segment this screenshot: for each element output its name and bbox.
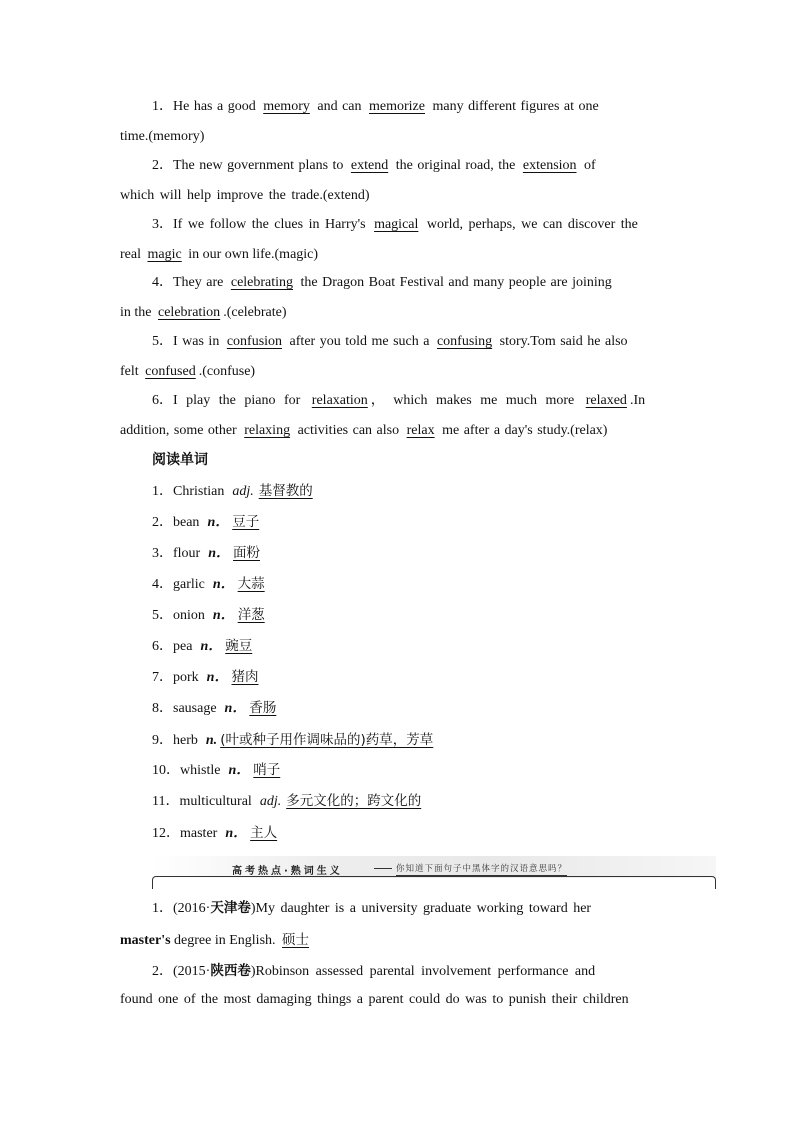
vocab-item <box>152 823 280 844</box>
item-number: 3． <box>152 217 173 232</box>
part-of-speech: n． <box>228 763 251 778</box>
vocab-meaning: 基督教的 <box>258 483 313 499</box>
sentence-text: of <box>579 158 596 173</box>
vocab-word: sausage <box>173 701 217 716</box>
answer-blank: relaxation <box>311 393 368 408</box>
vocab-item <box>152 791 424 812</box>
part-of-speech: n． <box>207 515 230 530</box>
sentence-text: after you told me such a <box>285 334 434 349</box>
item-number: 1． <box>152 99 173 114</box>
part-of-speech: n． <box>212 608 235 623</box>
sentence-text: addition, some other <box>120 423 242 438</box>
answer-blank: magic <box>147 247 182 262</box>
source-year: (2015· <box>173 964 211 979</box>
item-number: 7． <box>152 670 173 685</box>
exercise-4 <box>152 273 612 293</box>
item-number: 11． <box>152 794 180 809</box>
sentence-text: in our own life.(magic) <box>184 247 319 262</box>
answer-blank: relaxing <box>244 423 291 438</box>
item-number: 4． <box>152 275 173 290</box>
sentence-text: activities can also <box>293 423 404 438</box>
item-number: 2． <box>152 515 173 530</box>
sentence-text: .(confuse) <box>198 364 256 379</box>
sentence-text: in the <box>120 305 155 320</box>
answer-blank: extend <box>350 158 389 173</box>
part-of-speech: adj. <box>232 484 254 499</box>
item-number: 1． <box>152 484 173 499</box>
answer-blank: celebration <box>158 305 221 320</box>
sentence-text: He has a good <box>173 99 261 114</box>
vocab-meaning: (叶或种子用作调味品的)药草，芳草 <box>220 732 434 748</box>
sentence-text: .In <box>629 393 646 408</box>
exercise-5-cont <box>120 362 255 382</box>
part-of-speech: adj. <box>259 794 282 809</box>
answer-blank: relax <box>406 423 435 438</box>
sentence-text: ， which makes me much more <box>370 393 583 408</box>
part-of-speech: n． <box>200 639 223 654</box>
banner-frame <box>152 876 716 889</box>
vocab-word: whistle <box>180 763 221 778</box>
item-number: 1． <box>152 901 173 916</box>
item-number: 2． <box>152 964 173 979</box>
sentence-text: I was in <box>173 334 224 349</box>
answer-blank: 硕士 <box>282 932 310 948</box>
vocab-word: master <box>180 826 218 841</box>
exam-item-1 <box>152 898 591 919</box>
vocab-meaning: 洋葱 <box>237 607 265 623</box>
sentence-text: many different figures at one <box>428 99 599 114</box>
answer-blank: confusing <box>436 334 493 349</box>
sentence-text: )My daughter is a university graduate working toward her <box>250 901 592 916</box>
sentence-text: They are <box>173 275 228 290</box>
vocab-meaning: 主人 <box>250 825 278 841</box>
exercise-6-cont <box>120 421 607 441</box>
sentence-text: I play the piano for <box>173 393 309 408</box>
exercise-5 <box>152 332 628 352</box>
sentence-text: The new government plans to <box>173 158 348 173</box>
vocab-item <box>152 574 268 595</box>
exercise-2 <box>152 156 596 176</box>
vocab-meaning: 面粉 <box>233 545 261 561</box>
vocab-word: multicultural <box>179 794 252 809</box>
source-paper: 陕西卷 <box>210 963 251 979</box>
item-number: 6． <box>152 639 173 654</box>
vocab-item <box>152 760 283 781</box>
sentence-text: real <box>120 247 145 262</box>
item-number: 2． <box>152 158 173 173</box>
answer-blank: extension <box>522 158 577 173</box>
exam-item-1-cont <box>120 930 312 951</box>
part-of-speech: n． <box>225 826 248 841</box>
vocab-word: pea <box>173 639 193 654</box>
answer-blank: memory <box>263 99 310 114</box>
item-number: 3． <box>152 546 173 561</box>
bold-word: master's <box>120 933 171 948</box>
sentence-text: story.Tom said he also <box>495 334 628 349</box>
vocab-item <box>152 512 262 533</box>
exercise-3 <box>152 215 638 235</box>
sentence-text: world, perhaps, we can discover the <box>421 217 638 232</box>
vocab-meaning: 多元文化的；跨文化的 <box>286 793 422 809</box>
vocab-meaning: 豆子 <box>232 514 260 530</box>
source-paper: 天津卷 <box>210 900 251 916</box>
part-of-speech: n． <box>208 546 231 561</box>
answer-blank: confused <box>145 364 196 379</box>
vocab-word: onion <box>173 608 205 623</box>
vocab-word: flour <box>173 546 201 561</box>
banner-title: 高考热点·熟词生义 <box>232 866 343 877</box>
exercise-6 <box>152 391 645 411</box>
source-year: (2016· <box>173 901 211 916</box>
item-number: 10． <box>152 763 180 778</box>
vocab-item <box>152 605 268 626</box>
vocab-meaning: 豌豆 <box>225 638 253 654</box>
vocab-item <box>152 698 279 719</box>
answer-blank: relaxed <box>585 393 627 408</box>
vocab-meaning: 猪肉 <box>231 669 259 685</box>
exercise-3-cont <box>120 245 318 265</box>
part-of-speech: n． <box>206 670 229 685</box>
vocab-word: garlic <box>173 577 205 592</box>
vocab-meaning: 香肠 <box>249 700 277 716</box>
item-number: 4． <box>152 577 173 592</box>
vocab-meaning: 大蒜 <box>237 576 265 592</box>
exercise-2-cont: which will help improve the trade.(extend) <box>120 188 370 203</box>
section-banner <box>152 856 716 890</box>
exam-item-2-cont: found one of the most damaging things a parent could do was to punish their children <box>120 992 629 1007</box>
part-of-speech: n． <box>212 577 235 592</box>
banner-subtitle: 你知道下面句子中黑体字的汉语意思吗？ <box>396 864 568 874</box>
answer-blank: confusion <box>226 334 283 349</box>
item-number: 8． <box>152 701 173 716</box>
answer-blank: magical <box>374 217 419 232</box>
part-of-speech: n. <box>205 733 218 748</box>
sentence-text: me after a day's study.(relax) <box>437 423 608 438</box>
vocab-item <box>152 667 261 688</box>
answer-blank: celebrating <box>230 275 294 290</box>
item-number: 6． <box>152 393 173 408</box>
sentence-text: )Robinson assessed parental involvement performance and <box>250 964 596 979</box>
item-number: 5． <box>152 608 173 623</box>
sentence-text: If we follow the clues in Harry's <box>173 217 372 232</box>
vocab-word: pork <box>173 670 199 685</box>
vocab-item <box>152 481 316 502</box>
answer-blank: memorize <box>369 99 425 114</box>
sentence-text: and can <box>312 99 367 114</box>
vocab-word: Christian <box>173 484 225 499</box>
sentence-text: felt <box>120 364 143 379</box>
vocab-meaning: 哨子 <box>253 762 281 778</box>
sentence-text: degree in English. <box>170 933 276 948</box>
vocab-item <box>152 543 263 564</box>
item-number: 12． <box>152 826 180 841</box>
section-heading-reading-words: 阅读单词 <box>152 452 208 468</box>
banner-divider <box>374 868 392 869</box>
item-number: 9． <box>152 733 173 748</box>
vocab-item <box>152 636 255 657</box>
exercise-4-cont <box>120 303 287 323</box>
item-number: 5． <box>152 334 173 349</box>
vocab-word: bean <box>173 515 200 530</box>
exercise-1-cont: time.(memory) <box>120 129 205 144</box>
sentence-text: .(celebrate) <box>223 305 287 320</box>
part-of-speech: n． <box>224 701 247 716</box>
sentence-text: the original road, the <box>391 158 520 173</box>
vocab-word: herb <box>173 733 198 748</box>
vocab-item <box>152 730 436 751</box>
exam-item-2 <box>152 961 595 982</box>
exercise-1 <box>152 97 599 117</box>
sentence-text: the Dragon Boat Festival and many people are joining <box>296 275 612 290</box>
